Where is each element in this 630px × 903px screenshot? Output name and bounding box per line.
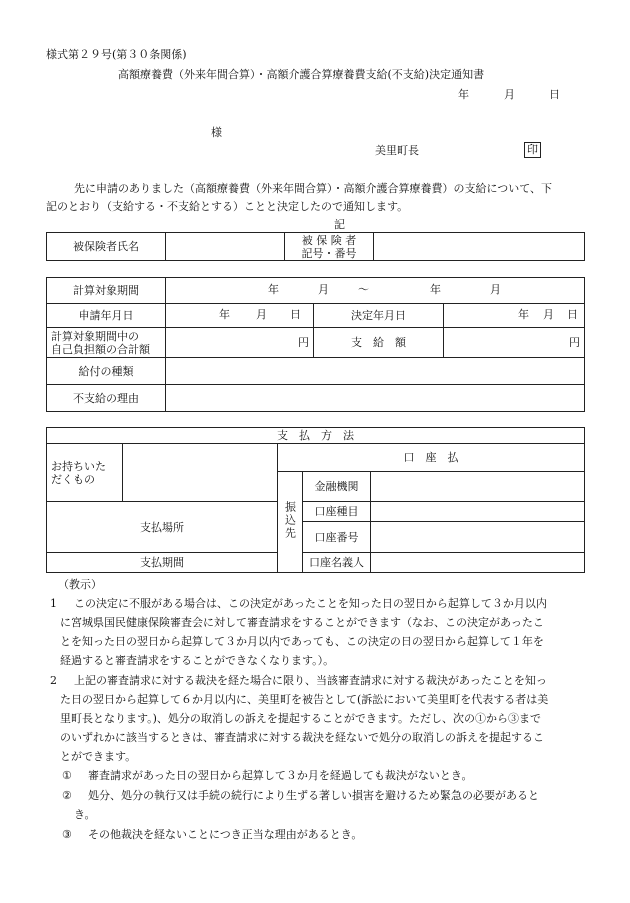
intro-line-2: 記のとおり（支給する・不支給とする）ことと決定したので通知します。 xyxy=(46,200,409,213)
note-2-line-1: 上記の審査請求に対する裁決を経た場合に限り、当該審査請求に対する裁決があったことを知っ xyxy=(74,674,547,687)
note-2-line-5: とができます。 xyxy=(60,750,137,763)
period-value: 年 月 ～ 年 月 xyxy=(166,278,585,304)
decision-date-label: 決定年月日 xyxy=(314,304,444,328)
date-month-label: 月 xyxy=(504,88,515,101)
benefit-type-value xyxy=(166,358,585,385)
date-year-label: 年 xyxy=(458,88,469,101)
insured-number-label: 被 保 険 者 記号・番号 xyxy=(285,233,374,261)
note-2-line-2: た日の翌日から起算して６か月以内に、美里町を被告として(訴訟において美里町を代表する者は美 xyxy=(60,693,549,706)
sub-1-number: ① xyxy=(62,769,72,782)
account-number-label: 口座番号 xyxy=(303,522,371,553)
account-type-label: 口座種目 xyxy=(303,502,371,522)
payment-place-label: 支払場所 xyxy=(47,502,278,553)
notes-heading: （教示） xyxy=(58,578,102,591)
note-1-line-3: とを知った日の翌日から起算して３か月以内であっても、この決定の日の翌日から起算して１年を xyxy=(60,635,544,648)
issuer-name: 美里町長 xyxy=(375,144,419,157)
sub-2-number: ② xyxy=(62,789,72,802)
account-type-value xyxy=(371,502,585,522)
self-pay-value: 円 xyxy=(166,328,314,358)
intro-line-1: 先に申請のありました（高額療養費（外来年間合算）・高額介護合算療養費）の支給について、下 xyxy=(74,182,553,195)
account-number-value xyxy=(371,522,585,553)
insured-name-value xyxy=(166,233,285,261)
benefit-type-label: 給付の種類 xyxy=(47,358,166,385)
account-holder-label: 口座名義人 xyxy=(303,553,371,573)
note-1-number: 1 xyxy=(50,597,57,610)
sub-3-line-1: その他裁決を経ないことにつき正当な理由があるとき。 xyxy=(88,828,363,841)
self-pay-label: 計算対象期間中の 自己負担額の合計額 xyxy=(47,328,166,358)
non-payment-reason-label: 不支給の理由 xyxy=(47,385,166,412)
sub-1-line-1: 審査請求があった日の翌日から起算して３か月を経過しても裁決がないとき。 xyxy=(88,769,473,782)
apply-date-label: 申請年月日 xyxy=(47,304,166,328)
sub-2-line-2: き。 xyxy=(74,808,96,821)
note-2-line-3: 里町長となります。)、処分の取消しの訴えを提起することができます。ただし、次の①から③まで xyxy=(60,712,542,725)
account-transfer-header: 口 座 払 xyxy=(278,444,585,472)
note-1-line-1: この決定に不服がある場合は、この決定があったことを知った日の翌日から起算して３か月以内 xyxy=(74,597,547,610)
note-1-line-2: に宮城県国民健康保険審査会に対して審査請求をすることができます（なお、この決定があったこ xyxy=(60,616,544,629)
account-holder-value xyxy=(371,553,585,573)
payment-amount-label: 支 給 額 xyxy=(314,328,444,358)
bank-label: 金融機関 xyxy=(303,472,371,502)
bring-items-label: お持ちいた だくもの xyxy=(47,444,123,502)
document-title: 高額療養費（外来年間合算）・高額介護合算療養費支給(不支給)決定通知書 xyxy=(118,68,485,81)
payment-method-table xyxy=(46,427,585,573)
insured-table xyxy=(46,232,585,261)
note-1-line-4: 経過すると審査請求をすることができなくなります。）。 xyxy=(60,654,335,667)
calculation-table xyxy=(46,277,585,412)
sub-3-number: ③ xyxy=(62,828,72,841)
sub-2-line-1: 処分、処分の執行又は手続の続行により生ずる著しい損害を避けるため緊急の必要があると xyxy=(88,789,539,802)
form-number: 様式第２９号(第３０条関係) xyxy=(46,48,187,61)
note-2-line-4: のいずれかに該当するときは、審査請求に対する裁決を経ないで処分の取消しの訴えを提起するこ xyxy=(60,731,544,744)
payment-method-header: 支 払 方 法 xyxy=(47,428,585,444)
non-payment-reason-value xyxy=(166,385,585,412)
payment-amount-value: 円 xyxy=(444,328,585,358)
apply-date-value: 年 月 日 xyxy=(166,304,314,328)
insured-number-value xyxy=(374,233,585,261)
period-label: 計算対象期間 xyxy=(47,278,166,304)
bring-items-value xyxy=(123,444,278,502)
bank-value xyxy=(371,472,585,502)
decision-date-value: 年 月 日 xyxy=(444,304,585,328)
payment-period-label: 支払期間 xyxy=(47,553,278,573)
note-2-number: 2 xyxy=(50,674,57,687)
addressee-suffix: 様 xyxy=(211,126,222,139)
insured-name-label: 被保険者氏名 xyxy=(47,233,166,261)
transfer-destination-label: 振込先 xyxy=(278,472,303,573)
ki-label: 記 xyxy=(334,218,345,231)
seal-mark: 印 xyxy=(524,142,541,158)
date-day-label: 日 xyxy=(549,88,560,101)
